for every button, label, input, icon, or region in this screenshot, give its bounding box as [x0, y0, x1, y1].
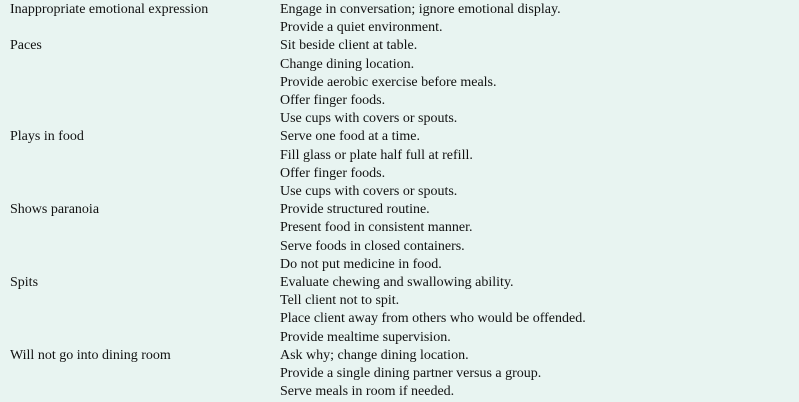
behavior-label: Inappropriate emotional expression — [10, 2, 209, 17]
behavior-label: Spits — [10, 275, 39, 291]
table-row — [0, 201, 799, 274]
intervention-item: Sit beside client at table. — [280, 38, 418, 54]
table-row — [0, 274, 799, 347]
table-row — [0, 128, 799, 201]
intervention-item: Provide a single dining partner versus a group. — [280, 366, 542, 382]
intervention-item: Evaluate chewing and swallowing ability. — [280, 275, 514, 291]
intervention-item: Ask why; change dining location. — [280, 347, 469, 363]
intervention-list — [280, 347, 799, 402]
table-row — [0, 37, 799, 128]
intervention-item: Offer finger foods. — [280, 93, 386, 109]
intervention-item: Provide structured routine. — [280, 202, 430, 218]
behavior-label: Paces — [10, 38, 42, 54]
intervention-item: Provide a quiet environment. — [280, 20, 443, 36]
table-row — [0, 1, 799, 37]
intervention-list — [280, 1, 799, 37]
intervention-list — [280, 201, 799, 274]
intervention-item: Change dining location. — [280, 56, 415, 72]
intervention-item: Serve foods in closed containers. — [280, 238, 465, 254]
intervention-list — [280, 37, 799, 128]
intervention-item: Fill glass or plate half full at refill. — [280, 147, 473, 163]
intervention-item: Use cups with covers or spouts. — [280, 184, 458, 200]
intervention-item: Serve meals in room if needed. — [280, 384, 455, 400]
table-row — [0, 347, 799, 402]
intervention-item: Tell client not to spit. — [280, 293, 400, 309]
intervention-item: Serve one food at a time. — [280, 129, 420, 145]
intervention-list — [280, 128, 799, 201]
behavior-label: Plays in food — [10, 129, 84, 145]
behavior-label: Shows paranoia — [10, 202, 100, 218]
intervention-item: Provide mealtime supervision. — [280, 329, 451, 345]
intervention-item: Offer finger foods. — [280, 165, 386, 181]
intervention-item: Provide aerobic exercise before meals. — [280, 74, 497, 90]
intervention-item: Do not put medicine in food. — [280, 256, 442, 272]
intervention-item: Use cups with covers or spouts. — [280, 111, 458, 127]
intervention-item: Engage in conversation; ignore emotional display. — [280, 2, 561, 17]
intervention-item: Present food in consistent manner. — [280, 220, 473, 236]
intervention-list — [280, 274, 799, 347]
behavior-label: Will not go into dining room — [10, 347, 171, 363]
intervention-item: Place client away from others who would be offended. — [280, 311, 586, 327]
